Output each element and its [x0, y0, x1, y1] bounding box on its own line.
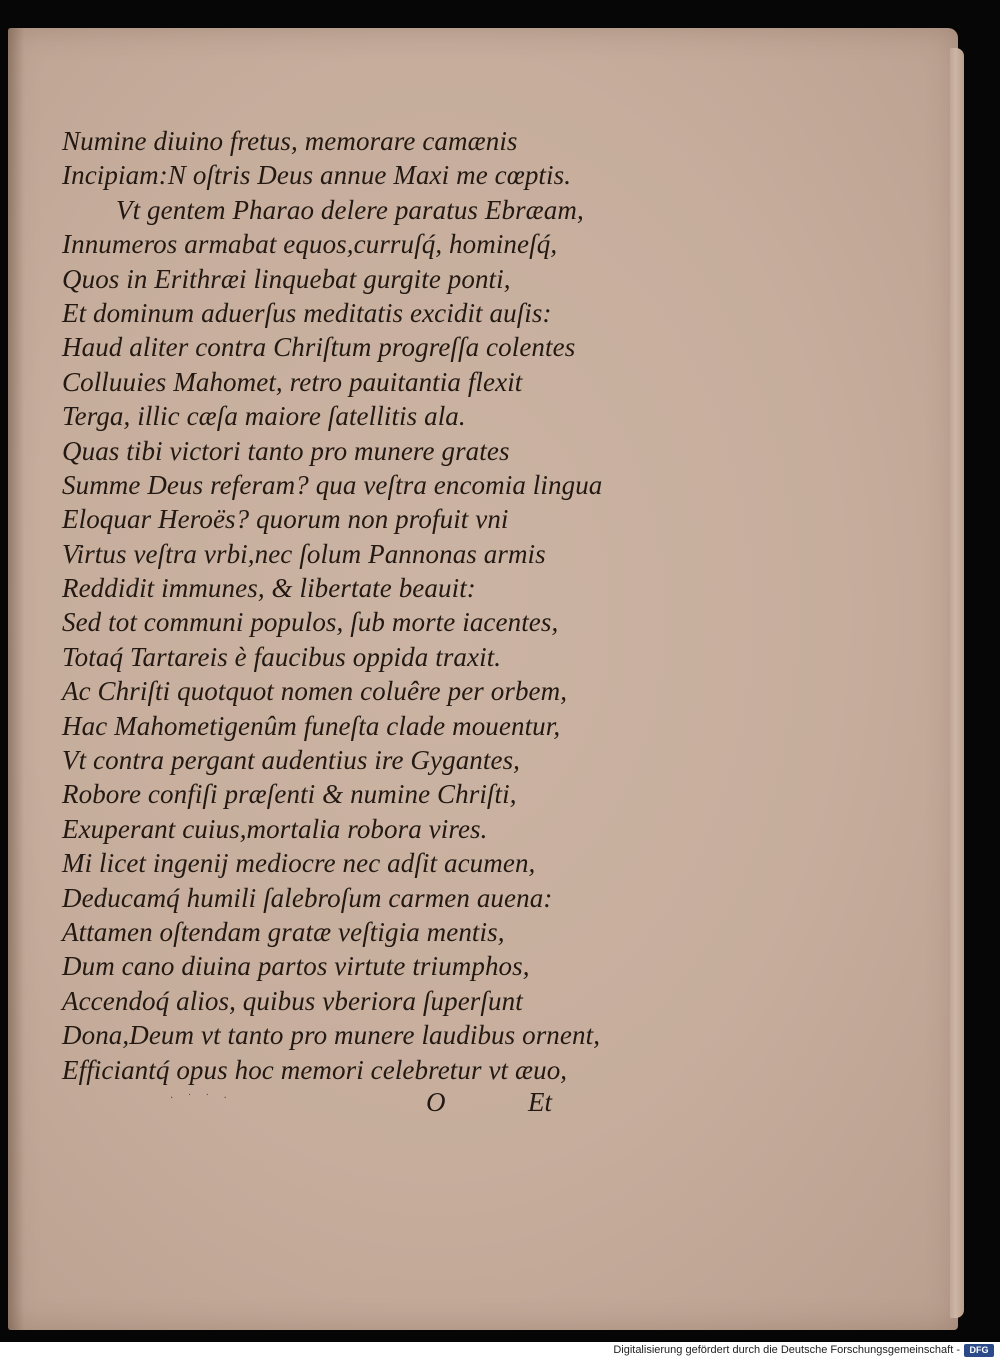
- poem-line: Vt gentem Pharao delere paratus Ebræam,: [116, 194, 584, 225]
- poem-line: Accendoq́ alios, quibus vberiora ſuperſunt: [62, 985, 523, 1016]
- poem-line: Totaq́ Tartareis è faucibus oppida traxit.: [62, 641, 502, 672]
- poem-line: Et dominum aduerſus meditatis excidit auſis:: [62, 297, 552, 328]
- poem-line: Sed tot communi populos, ſub morte iacentes,: [62, 607, 559, 638]
- poem-line: Incipiam:N oſtris Deus annue Maxi me cœptis.: [62, 160, 572, 191]
- digitization-footer: [0, 1342, 1000, 1360]
- poem-line: Ac Chriſti quotquot nomen coluêre per orbem,: [62, 676, 568, 707]
- poem-line: Mi licet ingenij mediocre nec adſit acumen,: [62, 848, 536, 879]
- poem-line: Attamen oſtendam gratæ veſtigia mentis,: [62, 916, 505, 947]
- poem-line: Quos in Erithræi linquebat gurgite ponti,: [62, 263, 511, 294]
- poem-line: Summe Deus referam? qua veſtra encomia lingua: [62, 469, 603, 500]
- poem-text: [62, 124, 662, 1087]
- poem-line: Haud aliter contra Chriſtum progreſſa colentes: [62, 332, 576, 363]
- dfg-logo: DFG: [964, 1344, 994, 1357]
- signature-mark: O: [426, 1087, 446, 1117]
- poem-line: Quas tibi victori tanto pro munere grates: [62, 435, 510, 466]
- poem-line: Vt contra pergant audentius ire Gygantes,: [62, 745, 521, 776]
- catchword: Et: [528, 1087, 552, 1117]
- poem-line: Robore confiſi præſenti & numine Chriſti,: [62, 779, 517, 810]
- poem-line: Eloquar Heroës? quorum non profuit vni: [62, 504, 509, 535]
- poem-line: Deducamq́ humili ſalebroſum carmen auena:: [62, 882, 553, 913]
- poem-line: Innumeros armabat equos,curruſq́, homineſq́,: [62, 229, 558, 260]
- binding-shadow: [8, 28, 24, 1330]
- poem-line: Numine diuino fretus, memorare camænis: [62, 126, 518, 156]
- poem-line: Efficiantq́ opus hoc memori celebretur vt æuo,: [62, 1054, 568, 1085]
- poem-line: Reddidit immunes, & libertate beauit:: [62, 573, 476, 604]
- page-foot: [62, 1087, 662, 1121]
- page-edge: [950, 48, 964, 1318]
- ink-specks: · ˙ ˙ ·: [170, 1093, 233, 1104]
- poem-line: Dum cano diuina partos virtute triumphos,: [62, 951, 530, 982]
- footer-credit: Digitalisierung gefördert durch die Deutsche Forschungsgemeinschaft -: [613, 1344, 960, 1356]
- poem-line: Terga, illic cæſa maiore ſatellitis ala.: [62, 401, 466, 432]
- poem-line: Dona,Deum vt tanto pro munere laudibus ornent,: [62, 1020, 601, 1051]
- poem-line: Hac Mahometigenûm funeſta clade mouentur,: [62, 710, 561, 741]
- poem-line: Colluuies Mahomet, retro pauitantia flexit: [62, 366, 523, 397]
- poem-line: Exuperant cuius,mortalia robora vires.: [62, 813, 488, 844]
- poem-line: Virtus veſtra vrbi,nec ſolum Pannonas armis: [62, 538, 546, 569]
